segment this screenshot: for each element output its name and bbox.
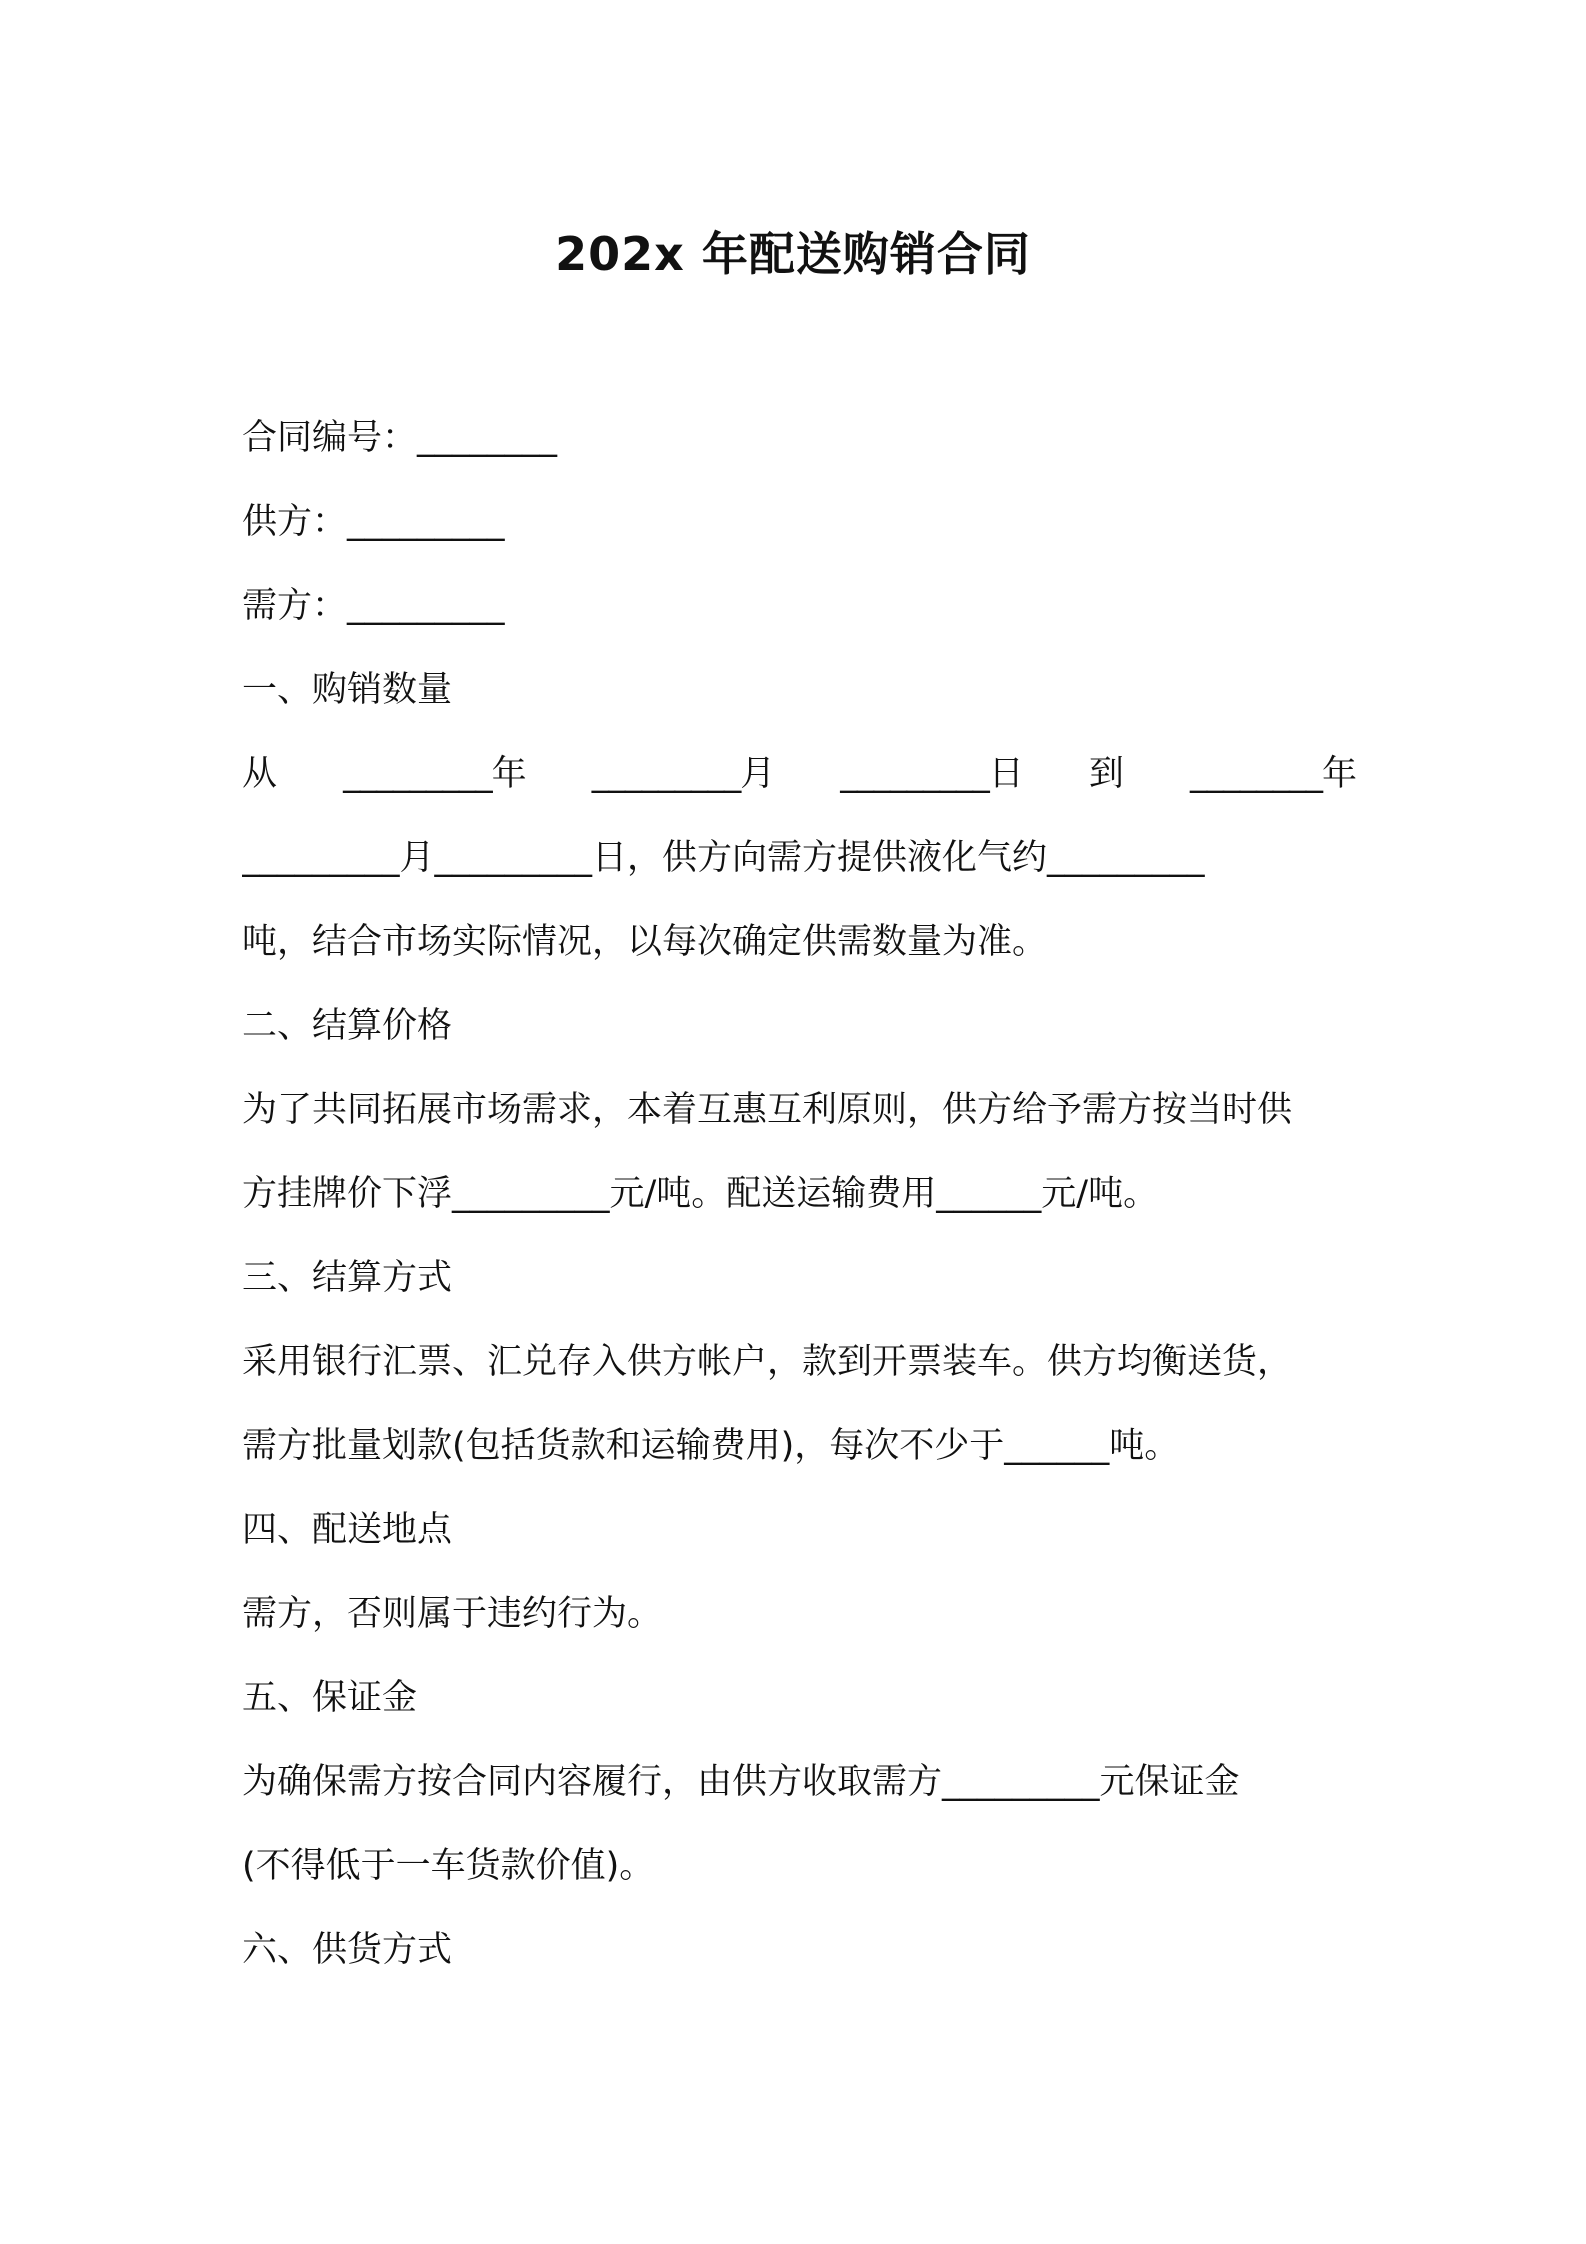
- section-heading-deposit: 五、保证金: [242, 1678, 418, 1718]
- supplier-line: 供方：_________: [242, 502, 505, 542]
- paragraph-line: 采用银行汇票、汇兑存入供方帐户，款到开票装车。供方均衡送货，: [242, 1342, 1293, 1382]
- paragraph-line: 吨，结合市场实际情况，以每次确定供需数量为准。: [242, 922, 1048, 962]
- section-heading-quantity: 一、购销数量: [242, 670, 453, 710]
- document-title: 202x 年配送购销合同: [555, 227, 1031, 281]
- date-part-to: 到: [1088, 754, 1124, 794]
- paragraph-line: 需方，否则属于违约行为。: [242, 1594, 663, 1634]
- date-range-line: [242, 744, 1356, 828]
- date-part-end-year: ________年: [1189, 754, 1356, 794]
- date-part-start-day: _________日: [840, 754, 1023, 794]
- paragraph-line: 为确保需方按合同内容履行，由供方收取需方_________元保证金: [242, 1762, 1240, 1802]
- section-heading-settlement-method: 三、结算方式: [242, 1258, 453, 1298]
- date-part-start-year: _________年: [343, 754, 526, 794]
- date-part-from: 从: [242, 754, 278, 794]
- section-heading-delivery-location: 四、配送地点: [242, 1510, 453, 1550]
- document-body: [242, 408, 1356, 2004]
- section-heading-supply-method: 六、供货方式: [242, 1930, 453, 1970]
- contract-number-line: 合同编号：________: [242, 418, 558, 458]
- paragraph-line: (不得低于一车货款价值)。: [242, 1846, 655, 1886]
- paragraph-line: 方挂牌价下浮_________元/吨。配送运输费用______元/吨。: [242, 1174, 1159, 1214]
- paragraph-line: _________月_________日，供方向需方提供液化气约_________: [242, 838, 1205, 878]
- buyer-line: 需方：_________: [242, 586, 505, 626]
- paragraph-line: 为了共同拓展市场需求，本着互惠互利原则，供方给予需方按当时供: [242, 1090, 1293, 1130]
- date-part-start-month: _________月: [591, 754, 775, 794]
- paragraph-line: 需方批量划款(包括货款和运输费用)，每次不少于______吨。: [242, 1426, 1180, 1466]
- section-heading-price: 二、结算价格: [242, 1006, 453, 1046]
